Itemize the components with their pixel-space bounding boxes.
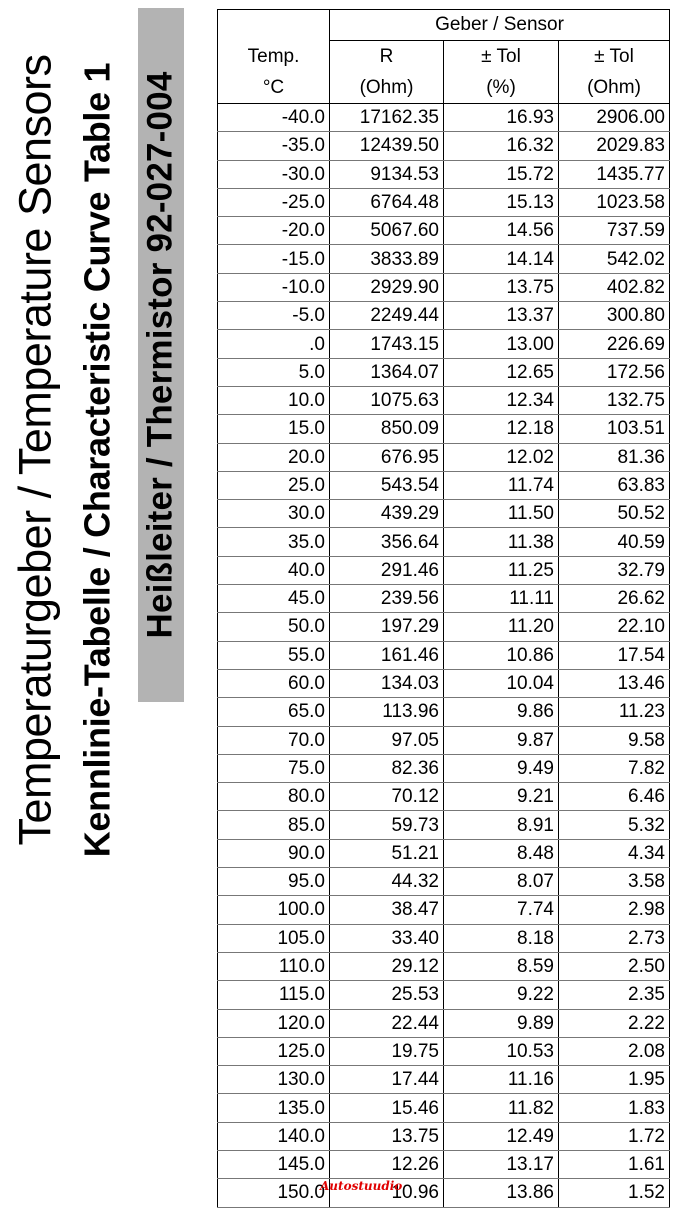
tol-ohm-cell: 81.36	[559, 443, 670, 471]
resistance-cell: 19.75	[330, 1037, 444, 1065]
resistance-cell: 33.40	[330, 924, 444, 952]
table-row	[218, 698, 670, 726]
tol-ohm-cell: 2029.83	[559, 132, 670, 160]
tol-ohm-cell: 3.58	[559, 868, 670, 896]
tol-ohm-cell: 300.80	[559, 302, 670, 330]
table-row	[218, 330, 670, 358]
title-line2: Kennlinie-Tabelle / Characteristic Curve Table 1	[76, 62, 117, 858]
tol-percent-cell: 8.07	[444, 868, 559, 896]
tol-percent-cell: 16.32	[444, 132, 559, 160]
resistance-cell: 676.95	[330, 443, 444, 471]
tol-ohm-cell: 1.72	[559, 1122, 670, 1150]
tol-ohm-cell: 7.82	[559, 754, 670, 782]
table-row	[218, 188, 670, 216]
tol-percent-cell: 9.21	[444, 783, 559, 811]
tol-percent-cell: 15.13	[444, 188, 559, 216]
tol-percent-cell: 9.86	[444, 698, 559, 726]
resistance-cell: 2929.90	[330, 273, 444, 301]
tol-ohm-cell: 402.82	[559, 273, 670, 301]
tol-percent-cell: 10.86	[444, 641, 559, 669]
resistance-cell: 134.03	[330, 669, 444, 697]
resistance-cell: 12439.50	[330, 132, 444, 160]
tol-percent-cell: 12.49	[444, 1122, 559, 1150]
table-row	[218, 358, 670, 386]
tol-ohm-cell: 2.22	[559, 1009, 670, 1037]
temp-header-spacer	[218, 10, 330, 41]
resistance-cell: 1075.63	[330, 386, 444, 414]
resistance-cell: 17162.35	[330, 104, 444, 132]
watermark-text: Autostuudio	[320, 1179, 403, 1193]
temp-cell: 80.0	[218, 783, 330, 811]
tol-percent-cell: 8.91	[444, 811, 559, 839]
tol-ohm-cell: 226.69	[559, 330, 670, 358]
tol-ohm-cell: 2.98	[559, 896, 670, 924]
table-row	[218, 104, 670, 132]
temp-cell: -10.0	[218, 273, 330, 301]
temp-cell: 15.0	[218, 415, 330, 443]
tol-ohm-cell: 1023.58	[559, 188, 670, 216]
resistance-cell: 439.29	[330, 500, 444, 528]
tol-ohm-cell: 26.62	[559, 585, 670, 613]
resistance-cell: 291.46	[330, 556, 444, 584]
temp-cell: 120.0	[218, 1009, 330, 1037]
table-row	[218, 302, 670, 330]
table-row	[218, 1094, 670, 1122]
temp-cell: 65.0	[218, 698, 330, 726]
table-row	[218, 528, 670, 556]
temp-cell: -20.0	[218, 217, 330, 245]
tol-percent-cell: 10.53	[444, 1037, 559, 1065]
tol-percent-cell: 12.02	[444, 443, 559, 471]
tol-ohm-cell: 1.61	[559, 1150, 670, 1178]
table-row	[218, 1066, 670, 1094]
tol-percent-cell: 8.48	[444, 839, 559, 867]
temp-cell: 150.0	[218, 1179, 330, 1207]
resistance-cell: 44.32	[330, 868, 444, 896]
temp-cell: 55.0	[218, 641, 330, 669]
tol-ohm-cell: 13.46	[559, 669, 670, 697]
tol-ohm-cell: 2906.00	[559, 104, 670, 132]
tol-percent-cell: 11.16	[444, 1066, 559, 1094]
resistance-cell: 113.96	[330, 698, 444, 726]
table-row	[218, 1179, 670, 1207]
resistance-cell: 70.12	[330, 783, 444, 811]
table-row	[218, 839, 670, 867]
tol-ohm-cell: 1.95	[559, 1066, 670, 1094]
temp-cell: 130.0	[218, 1066, 330, 1094]
temp-cell: 35.0	[218, 528, 330, 556]
tol-ohm-header-line1: ± Tol	[559, 41, 670, 74]
resistance-cell: 5067.60	[330, 217, 444, 245]
tol-ohm-cell: 17.54	[559, 641, 670, 669]
temp-cell: -15.0	[218, 245, 330, 273]
characteristic-curve-table	[217, 9, 670, 1208]
resistance-cell: 25.53	[330, 981, 444, 1009]
temp-cell: 30.0	[218, 500, 330, 528]
tol-percent-cell: 13.86	[444, 1179, 559, 1207]
temp-cell: 85.0	[218, 811, 330, 839]
tol-ohm-cell: 2.08	[559, 1037, 670, 1065]
resistance-cell: 29.12	[330, 952, 444, 980]
resistance-cell: 17.44	[330, 1066, 444, 1094]
temp-cell: -40.0	[218, 104, 330, 132]
tol-ohm-cell: 132.75	[559, 386, 670, 414]
resistance-cell: 3833.89	[330, 245, 444, 273]
title-line1-container	[12, 10, 60, 890]
tol-ohm-cell: 32.79	[559, 556, 670, 584]
tol-percent-cell: 12.34	[444, 386, 559, 414]
temp-cell: 110.0	[218, 952, 330, 980]
tol-percent-cell: 11.82	[444, 1094, 559, 1122]
table-row	[218, 273, 670, 301]
temp-cell: 70.0	[218, 726, 330, 754]
table-row	[218, 952, 670, 980]
temp-cell: -5.0	[218, 302, 330, 330]
table-row	[218, 1122, 670, 1150]
resistance-cell: 51.21	[330, 839, 444, 867]
table-row	[218, 1150, 670, 1178]
table-row	[218, 754, 670, 782]
resistance-cell: 13.75	[330, 1122, 444, 1150]
table-row	[218, 217, 670, 245]
table-body	[218, 104, 670, 1208]
table-row	[218, 471, 670, 499]
temp-cell: 125.0	[218, 1037, 330, 1065]
tol-percent-cell: 10.04	[444, 669, 559, 697]
tol-percent-header-line2: (%)	[444, 73, 559, 104]
table-row	[218, 132, 670, 160]
tol-percent-cell: 14.14	[444, 245, 559, 273]
tol-ohm-cell: 6.46	[559, 783, 670, 811]
tol-ohm-cell: 50.52	[559, 500, 670, 528]
tol-ohm-cell: 2.35	[559, 981, 670, 1009]
table-row	[218, 443, 670, 471]
tol-percent-cell: 14.56	[444, 217, 559, 245]
tol-percent-cell: 12.18	[444, 415, 559, 443]
temp-cell: 10.0	[218, 386, 330, 414]
tol-ohm-header-line2: (Ohm)	[559, 73, 670, 104]
temp-cell: 140.0	[218, 1122, 330, 1150]
tol-ohm-cell: 11.23	[559, 698, 670, 726]
tol-ohm-cell: 1435.77	[559, 160, 670, 188]
resistance-cell: 1743.15	[330, 330, 444, 358]
temp-cell: 100.0	[218, 896, 330, 924]
tol-ohm-cell: 9.58	[559, 726, 670, 754]
sensor-group-header: Geber / Sensor	[330, 10, 670, 41]
tol-ohm-cell: 4.34	[559, 839, 670, 867]
tol-ohm-cell: 737.59	[559, 217, 670, 245]
tol-percent-cell: 11.50	[444, 500, 559, 528]
r-header-line1: R	[330, 41, 444, 74]
resistance-cell: 1364.07	[330, 358, 444, 386]
tol-percent-cell: 8.18	[444, 924, 559, 952]
temp-cell: -30.0	[218, 160, 330, 188]
tol-ohm-cell: 22.10	[559, 613, 670, 641]
resistance-cell: 356.64	[330, 528, 444, 556]
resistance-cell: 197.29	[330, 613, 444, 641]
resistance-cell: 12.26	[330, 1150, 444, 1178]
resistance-cell: 15.46	[330, 1094, 444, 1122]
resistance-cell: 543.54	[330, 471, 444, 499]
tol-ohm-cell: 2.73	[559, 924, 670, 952]
temp-cell: 25.0	[218, 471, 330, 499]
resistance-cell: 97.05	[330, 726, 444, 754]
table-row	[218, 783, 670, 811]
table-row	[218, 1037, 670, 1065]
temp-cell: 45.0	[218, 585, 330, 613]
tol-percent-cell: 9.89	[444, 1009, 559, 1037]
table-row	[218, 500, 670, 528]
temp-cell: 90.0	[218, 839, 330, 867]
tol-ohm-cell: 40.59	[559, 528, 670, 556]
temp-cell: 20.0	[218, 443, 330, 471]
title-line1: Temperaturgeber / Temperature Sensors	[10, 54, 61, 846]
tol-percent-cell: 13.75	[444, 273, 559, 301]
table-header	[218, 10, 670, 104]
resistance-cell: 6764.48	[330, 188, 444, 216]
resistance-cell: 82.36	[330, 754, 444, 782]
tol-ohm-cell: 2.50	[559, 952, 670, 980]
table-row	[218, 924, 670, 952]
tol-ohm-cell: 63.83	[559, 471, 670, 499]
temp-cell: 115.0	[218, 981, 330, 1009]
temp-cell: 135.0	[218, 1094, 330, 1122]
tol-percent-cell: 7.74	[444, 896, 559, 924]
resistance-cell: 22.44	[330, 1009, 444, 1037]
table-row	[218, 896, 670, 924]
temp-cell: -35.0	[218, 132, 330, 160]
tol-ohm-cell: 5.32	[559, 811, 670, 839]
resistance-cell: 9134.53	[330, 160, 444, 188]
tol-percent-cell: 11.20	[444, 613, 559, 641]
title-line3-band	[138, 8, 184, 702]
table-row	[218, 556, 670, 584]
resistance-cell: 38.47	[330, 896, 444, 924]
temp-cell: 5.0	[218, 358, 330, 386]
tol-percent-cell: 16.93	[444, 104, 559, 132]
table-row	[218, 811, 670, 839]
resistance-cell: 59.73	[330, 811, 444, 839]
tol-percent-cell: 13.17	[444, 1150, 559, 1178]
table-row	[218, 585, 670, 613]
resistance-cell: 161.46	[330, 641, 444, 669]
tol-percent-cell: 11.38	[444, 528, 559, 556]
tol-percent-cell: 8.59	[444, 952, 559, 980]
tol-percent-cell: 9.49	[444, 754, 559, 782]
tol-percent-cell: 13.37	[444, 302, 559, 330]
tol-percent-cell: 13.00	[444, 330, 559, 358]
temp-cell: .0	[218, 330, 330, 358]
resistance-cell: 2249.44	[330, 302, 444, 330]
table-row	[218, 613, 670, 641]
tol-percent-cell: 9.87	[444, 726, 559, 754]
table-row	[218, 726, 670, 754]
resistance-cell: 239.56	[330, 585, 444, 613]
tol-percent-cell: 11.11	[444, 585, 559, 613]
tol-ohm-cell: 1.52	[559, 1179, 670, 1207]
r-header-line2: (Ohm)	[330, 73, 444, 104]
tol-ohm-cell: 1.83	[559, 1094, 670, 1122]
temp-cell: 40.0	[218, 556, 330, 584]
temp-header-line2: °C	[218, 73, 330, 104]
table-row	[218, 868, 670, 896]
tol-percent-header-line1: ± Tol	[444, 41, 559, 74]
table-row	[218, 245, 670, 273]
table-row	[218, 415, 670, 443]
tol-percent-cell: 12.65	[444, 358, 559, 386]
table-row	[218, 160, 670, 188]
table-row	[218, 386, 670, 414]
temp-cell: 105.0	[218, 924, 330, 952]
title-line3: Heißleiter / Thermistor 92-027-004	[141, 71, 181, 639]
table-row	[218, 641, 670, 669]
temp-header-line1: Temp.	[218, 41, 330, 74]
tol-ohm-cell: 172.56	[559, 358, 670, 386]
title-line2-container	[73, 10, 121, 910]
tol-percent-cell: 11.25	[444, 556, 559, 584]
table-row	[218, 981, 670, 1009]
table-row	[218, 669, 670, 697]
temp-cell: 60.0	[218, 669, 330, 697]
tol-percent-cell: 9.22	[444, 981, 559, 1009]
table-row	[218, 1009, 670, 1037]
tol-percent-cell: 15.72	[444, 160, 559, 188]
tol-ohm-cell: 103.51	[559, 415, 670, 443]
temp-cell: 75.0	[218, 754, 330, 782]
temp-cell: 50.0	[218, 613, 330, 641]
temp-cell: 145.0	[218, 1150, 330, 1178]
resistance-cell: 10.96	[330, 1179, 444, 1207]
temp-cell: -25.0	[218, 188, 330, 216]
tol-percent-cell: 11.74	[444, 471, 559, 499]
resistance-cell: 850.09	[330, 415, 444, 443]
temp-cell: 95.0	[218, 868, 330, 896]
tol-ohm-cell: 542.02	[559, 245, 670, 273]
